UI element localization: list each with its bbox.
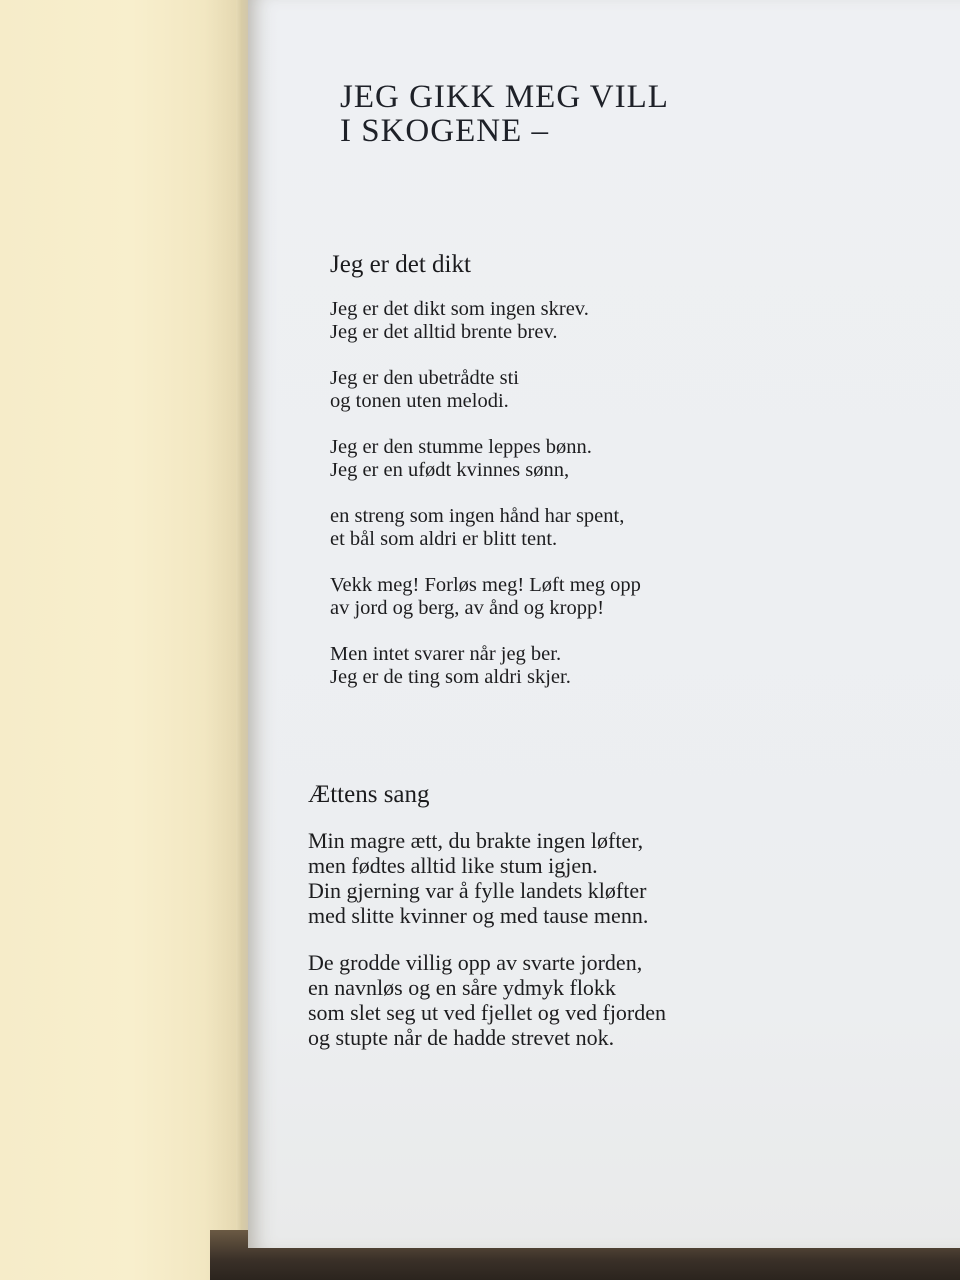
- poem-line: en streng som ingen hånd har spent,: [330, 505, 625, 527]
- poem-line: Jeg er de ting som aldri skjer.: [330, 666, 571, 688]
- page-content: [248, 0, 960, 1248]
- poem-line: Vekk meg! Forløs meg! Løft meg opp: [330, 574, 641, 596]
- poem-line: og tonen uten melodi.: [330, 390, 509, 412]
- poem-title: Jeg er det dikt: [330, 251, 471, 278]
- stanza: [308, 950, 868, 1050]
- stanza: [330, 643, 890, 689]
- stanza: [308, 828, 868, 928]
- poem-title: Ættens sang: [308, 781, 430, 808]
- stanza: [330, 505, 890, 551]
- poem-line: Min magre ætt, du brakte ingen løfter,: [308, 828, 644, 853]
- poem-line: Men intet svarer når jeg ber.: [330, 643, 562, 665]
- poem-line: et bål som aldri er blitt tent.: [330, 528, 558, 550]
- poem-line: Jeg er den stumme leppes bønn.: [330, 436, 592, 458]
- poem-line: Din gjerning var å fylle landets kløfter: [308, 878, 647, 903]
- poem-line: Jeg er en ufødt kvinnes sønn,: [330, 459, 570, 481]
- stanza: [330, 574, 890, 620]
- poem-line: Jeg er den ubetrådte sti: [330, 367, 519, 389]
- poem-line: med slitte kvinner og med tause menn.: [308, 903, 649, 928]
- stanza: [330, 298, 890, 344]
- right-page: [248, 0, 960, 1248]
- stanza: [330, 436, 890, 482]
- stanza: [330, 367, 890, 413]
- poem-line: av jord og berg, av ånd og kropp!: [330, 597, 605, 619]
- poem-line: De grodde villig opp av svarte jorden,: [308, 950, 643, 975]
- poem-line: Jeg er det dikt som ingen skrev.: [330, 298, 589, 320]
- poem-aettens-sang: [308, 780, 868, 1072]
- poem-jeg-er-det-dikt: [330, 250, 890, 712]
- poem-line: en navnløs og en såre ydmyk flokk: [308, 975, 616, 1000]
- poem-line: og stupte når de hadde strevet nok.: [308, 1025, 615, 1050]
- poem-line: Jeg er det alltid brente brev.: [330, 321, 558, 343]
- poem-line: som slet seg ut ved fjellet og ved fjorden: [308, 1000, 667, 1025]
- section-title: JEG GIKK MEG VILL I SKOGENE –: [340, 79, 669, 149]
- poem-line: men fødtes alltid like stum igjen.: [308, 853, 598, 878]
- left-page: [0, 0, 240, 1280]
